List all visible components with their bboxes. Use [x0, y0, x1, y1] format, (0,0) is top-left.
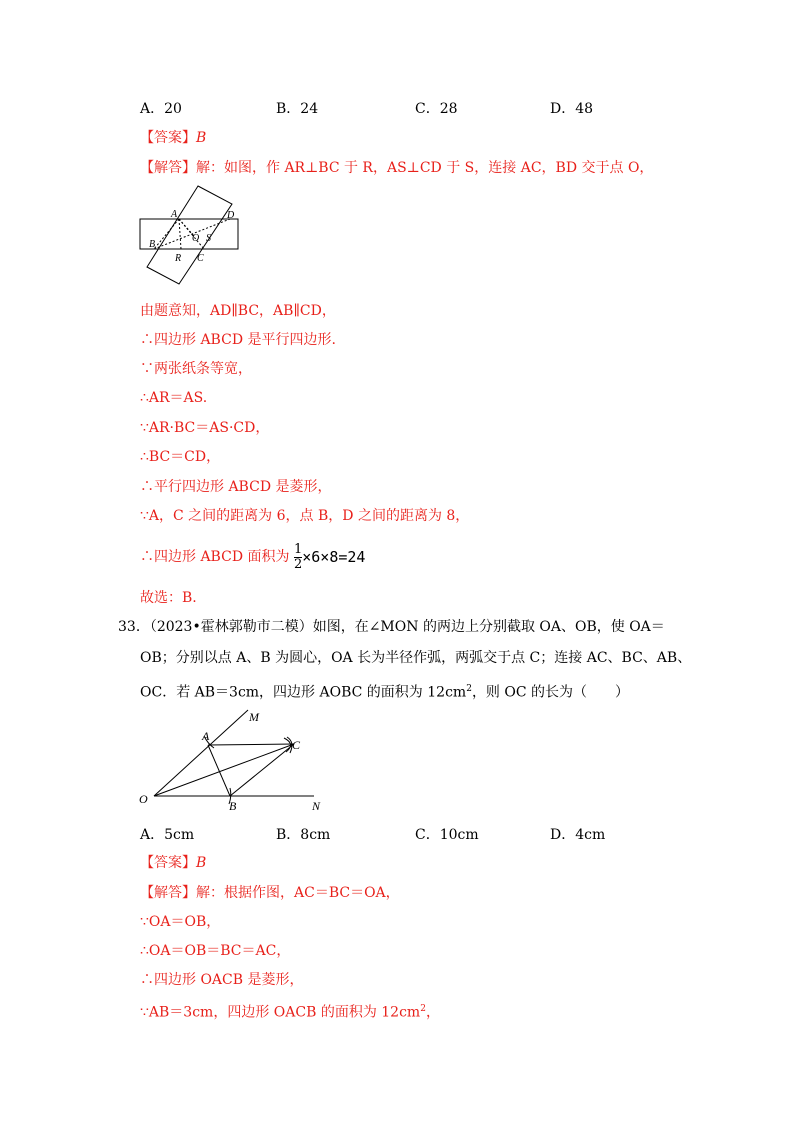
- q33-step-3: ∴四边形 OACB 是菱形，: [140, 972, 304, 988]
- q33-option-d: D．4cm: [550, 827, 606, 843]
- fig2-label-a: A: [202, 729, 210, 743]
- step-2: ∴四边形 ABCD 是平行四边形.: [140, 332, 336, 348]
- area-prefix: ∴四边形 ABCD 面积为: [140, 549, 290, 565]
- q33-option-b: B．8cm: [276, 827, 331, 843]
- option-c: C．28: [415, 101, 458, 117]
- fig2-label-c: C: [292, 738, 301, 752]
- q33-solution-tag: 【解答】: [140, 885, 196, 901]
- q33-stem-line3-b: ，则 OC 的长为（ ）: [471, 684, 630, 701]
- fraction-denominator: 2: [293, 556, 303, 572]
- answer-tag: 【答案】: [140, 130, 196, 146]
- solution-line: [140, 158, 653, 178]
- step-3: ∵两张纸条等宽，: [140, 361, 252, 377]
- area-line: [140, 540, 365, 574]
- q33-answer-line: [140, 853, 206, 873]
- step-7: ∴平行四边形 ABCD 是菱形，: [140, 479, 332, 495]
- fig1-label-a: A: [171, 209, 178, 220]
- q33-step-4-a: ∵AB＝3cm，四边形 OACB 的面积为 12cm: [140, 1004, 421, 1021]
- answer-line: [140, 128, 206, 148]
- q33-stem-sup: 2: [466, 684, 472, 694]
- q33-answer-tag: 【答案】: [140, 855, 196, 871]
- solution-tag: 【解答】: [140, 160, 196, 176]
- answer-value: B: [196, 130, 207, 146]
- q33-step-4-b: ，: [425, 1004, 440, 1021]
- q33-stem-line2: OB；分别以点 A、B 为圆心，OA 长为半径作弧，两弧交于点 C；连接 AC、BC、AB、: [140, 650, 692, 666]
- step-6: ∴BC＝CD，: [140, 449, 221, 465]
- solution-text: 解：如图，作 AR⊥BC 于 R，AS⊥CD 于 S，连接 AC，BD 交于点 O，: [196, 160, 654, 176]
- fraction-numerator: 1: [293, 541, 303, 557]
- q33-step-4: [140, 999, 440, 1023]
- q33-answer-value: B: [196, 855, 207, 871]
- fraction: [294, 543, 302, 572]
- q33-stem-line3-a: OC．若 AB＝3cm，四边形 AOBC 的面积为 12cm: [140, 684, 467, 701]
- fig2-label-b: B: [229, 799, 237, 813]
- fig2-label-m: M: [249, 710, 259, 724]
- step-1: 由题意知，AD∥BC，AB∥CD，: [140, 303, 336, 319]
- step-5: ∵AR·BC＝AS·CD，: [140, 420, 270, 436]
- fig1-label-b: B: [149, 239, 156, 250]
- q33-solution-line: [140, 883, 400, 903]
- q33-stem-line3: [140, 679, 629, 703]
- fig1-label-c: C: [197, 253, 204, 264]
- q33-solution-text: 解：根据作图，AC＝BC＝OA，: [196, 885, 400, 901]
- fig2-label-n: N: [312, 799, 321, 813]
- q33-step-4-sup: 2: [420, 1004, 426, 1014]
- step-4: ∴AR＝AS.: [140, 390, 208, 406]
- q33-step-1: ∵OA＝OB，: [140, 914, 221, 930]
- q33-option-a: A．5cm: [140, 827, 195, 843]
- q33-stem-line1: 33．（2023•霍林郭勒市二模）如图，在∠MON 的两边上分别截取 OA、OB，使 OA＝: [118, 619, 665, 635]
- q33-step-2: ∴OA＝OB＝BC＝AC，: [140, 943, 291, 959]
- fig1-label-d: D: [227, 210, 235, 221]
- q33-option-c: C．10cm: [415, 827, 479, 843]
- fig2-label-o: O: [139, 792, 148, 806]
- option-d: D．48: [550, 101, 594, 117]
- option-b: B．24: [276, 101, 319, 117]
- option-a: A．20: [140, 101, 182, 117]
- strips-figure: [134, 184, 246, 286]
- step-8: ∵A，C 之间的距离为 6，点 B，D 之间的距离为 8，: [140, 508, 470, 524]
- fig1-label-o: O: [192, 233, 200, 244]
- conclusion: 故选：B.: [140, 590, 197, 606]
- fig1-label-s: S: [206, 233, 211, 244]
- area-expression: ×6×8=24: [302, 548, 366, 566]
- fig1-label-r: R: [175, 253, 182, 264]
- rhombus-figure: [134, 704, 334, 816]
